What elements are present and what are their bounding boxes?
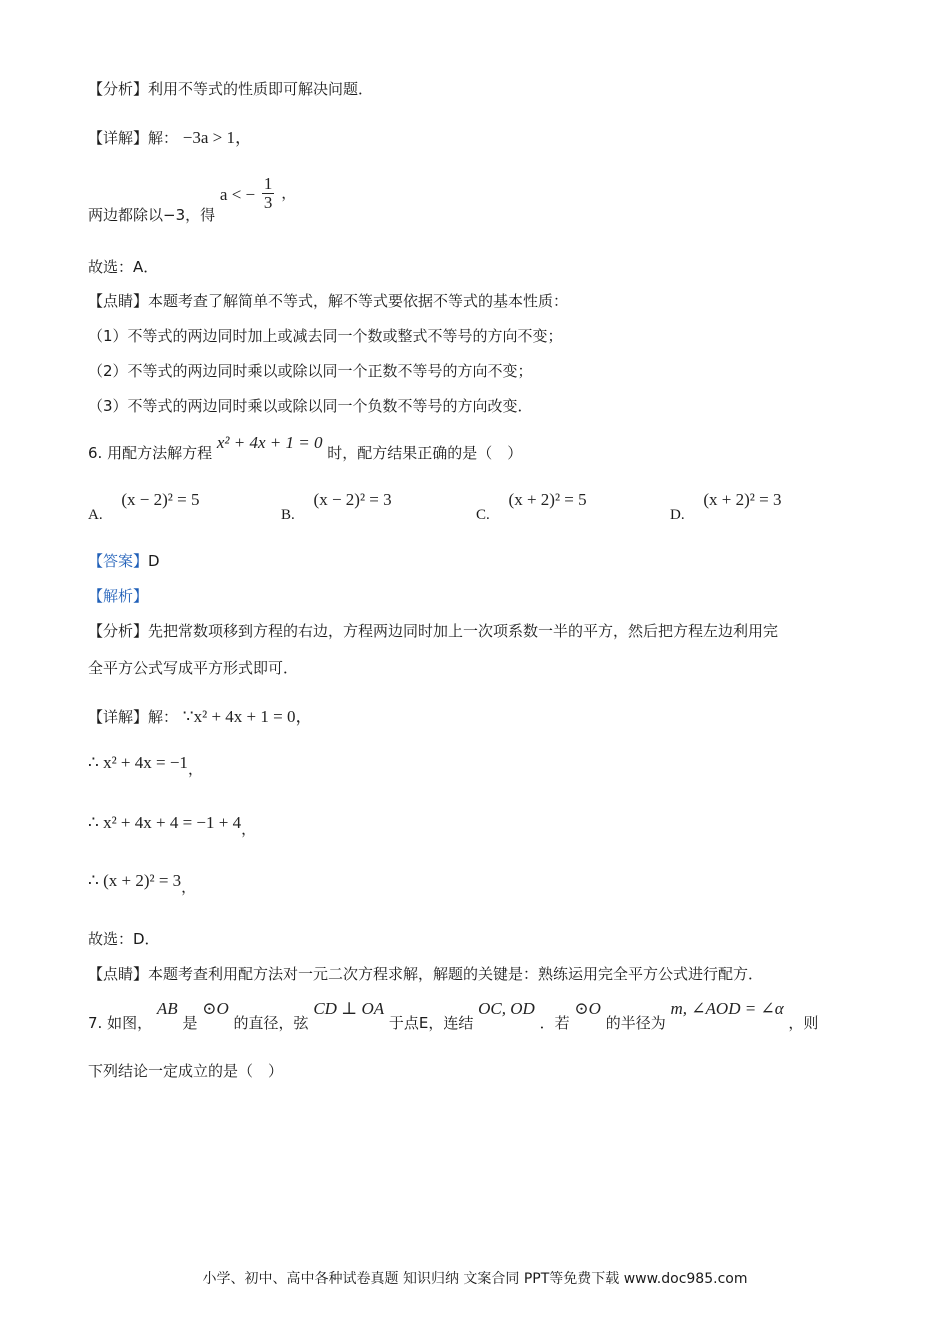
q6-detail-math: ∵x² + 4x + 1 = 0， bbox=[182, 707, 313, 726]
detail-math: −3a > 1， bbox=[182, 128, 253, 147]
option-a[interactable] bbox=[88, 490, 200, 523]
step-3-math: ∴ (x + 2)² = 3 bbox=[88, 871, 182, 890]
answer-value: D bbox=[148, 552, 160, 570]
frac-tail: ， bbox=[281, 184, 297, 202]
step-2-comma: ， bbox=[241, 820, 257, 838]
q7-line-2: 下列结论一定成立的是（ ） bbox=[88, 1062, 284, 1080]
q7-radius: 的半径为 bbox=[605, 1014, 666, 1032]
q7-then: ，则 bbox=[788, 1014, 819, 1032]
frac-lhs: a < − bbox=[219, 185, 256, 204]
step-3 bbox=[88, 870, 197, 896]
option-d-label: D. bbox=[670, 507, 685, 523]
detail-line bbox=[88, 123, 252, 148]
fraction-denominator: 3 bbox=[263, 193, 273, 212]
jiexi-tag: 【解析】 bbox=[88, 587, 149, 605]
q6-comment: 【点睛】本题考查利用配方法对一元二次方程求解，解题的关键是：熟练运用完全平方公式进行配方． bbox=[88, 965, 764, 983]
answer-tag: 【答案】 bbox=[88, 552, 149, 570]
q7-ocod: OC, OD bbox=[478, 999, 535, 1018]
option-c[interactable] bbox=[476, 490, 587, 523]
q7-chord: CD ⊥ OA bbox=[313, 999, 385, 1018]
option-c-label: C. bbox=[476, 507, 490, 523]
rule-3: （3）不等式的两边同时乘以或除以同一个负数不等号的方向改变． bbox=[88, 397, 533, 415]
q7-at-e: 于点E，连结 bbox=[388, 1014, 474, 1032]
analysis-line: 【分析】利用不等式的性质即可解决问题． bbox=[88, 80, 374, 98]
option-b-expr: (x − 2)² = 3 bbox=[313, 490, 392, 509]
q7-diameter: 的直径，弦 bbox=[233, 1014, 309, 1032]
q6-detail-line bbox=[88, 702, 312, 727]
option-c-expr: (x + 2)² = 5 bbox=[508, 490, 587, 509]
rule-2: （2）不等式的两边同时乘以或除以同一个正数不等号的方向不变； bbox=[88, 362, 533, 380]
rule-1: （1）不等式的两边同时加上或减去同一个数或整式不等号的方向不变； bbox=[88, 327, 563, 345]
option-d[interactable] bbox=[670, 490, 782, 523]
q6-analysis-line-2: 全平方公式写成平方形式即可． bbox=[88, 659, 299, 677]
page-footer: 小学、初中、高中各种试卷真题 知识归纳 文案合同 PPT等免费下载 www.doc985.com bbox=[202, 1271, 748, 1287]
q6-choose: 故选：D． bbox=[88, 930, 160, 948]
q6-stem-math: x² + 4x + 1 = 0 bbox=[216, 433, 323, 452]
step-2-math: ∴ x² + 4x + 4 = −1 + 4 bbox=[88, 813, 242, 832]
option-a-label: A. bbox=[88, 507, 103, 523]
choose-line: 故选：A． bbox=[88, 258, 159, 276]
step-1-math: ∴ x² + 4x = −1 bbox=[88, 753, 188, 772]
comment-line: 【点睛】本题考查了解简单不等式，解不等式要依据不等式的基本性质： bbox=[88, 292, 569, 310]
q7-is: 是 bbox=[182, 1014, 198, 1032]
option-a-expr: (x − 2)² = 5 bbox=[121, 490, 200, 509]
fraction bbox=[262, 175, 275, 212]
q7-num: 7. 如图， bbox=[88, 1014, 153, 1032]
q6-analysis-line-1: 【分析】先把常数项移到方程的右边，方程两边同时加上一次项系数一半的平方，然后把方程左边利用完 bbox=[88, 622, 779, 640]
step-1 bbox=[88, 752, 203, 778]
step-1-comma: ， bbox=[187, 760, 203, 778]
q6-detail-prefix: 【详解】解： bbox=[88, 708, 179, 726]
fraction-numerator: 1 bbox=[263, 174, 273, 193]
divide-line bbox=[88, 174, 297, 224]
q7-m-angle: m, ∠AOD = ∠α bbox=[670, 999, 784, 1018]
q7-circle-o: ⊙O bbox=[202, 999, 229, 1018]
q7-circle-o-2: ⊙O bbox=[574, 999, 601, 1018]
q7-ab: AB bbox=[156, 999, 178, 1018]
q7-stem bbox=[88, 998, 860, 1032]
q6-stem bbox=[88, 432, 523, 462]
option-d-expr: (x + 2)² = 3 bbox=[703, 490, 782, 509]
step-3-comma: ， bbox=[181, 878, 197, 896]
answer-line bbox=[88, 550, 160, 571]
option-b[interactable] bbox=[281, 490, 392, 523]
q6-stem-post: 时，配方结果正确的是（ ） bbox=[327, 444, 523, 462]
option-b-label: B. bbox=[281, 507, 295, 523]
detail-prefix: 【详解】解： bbox=[88, 129, 179, 147]
step-2 bbox=[88, 812, 257, 838]
q7-if: ．若 bbox=[539, 1014, 570, 1032]
divide-text: 两边都除以−3，得 bbox=[88, 206, 216, 224]
q6-stem-pre: 6. 用配方法解方程 bbox=[88, 444, 213, 462]
